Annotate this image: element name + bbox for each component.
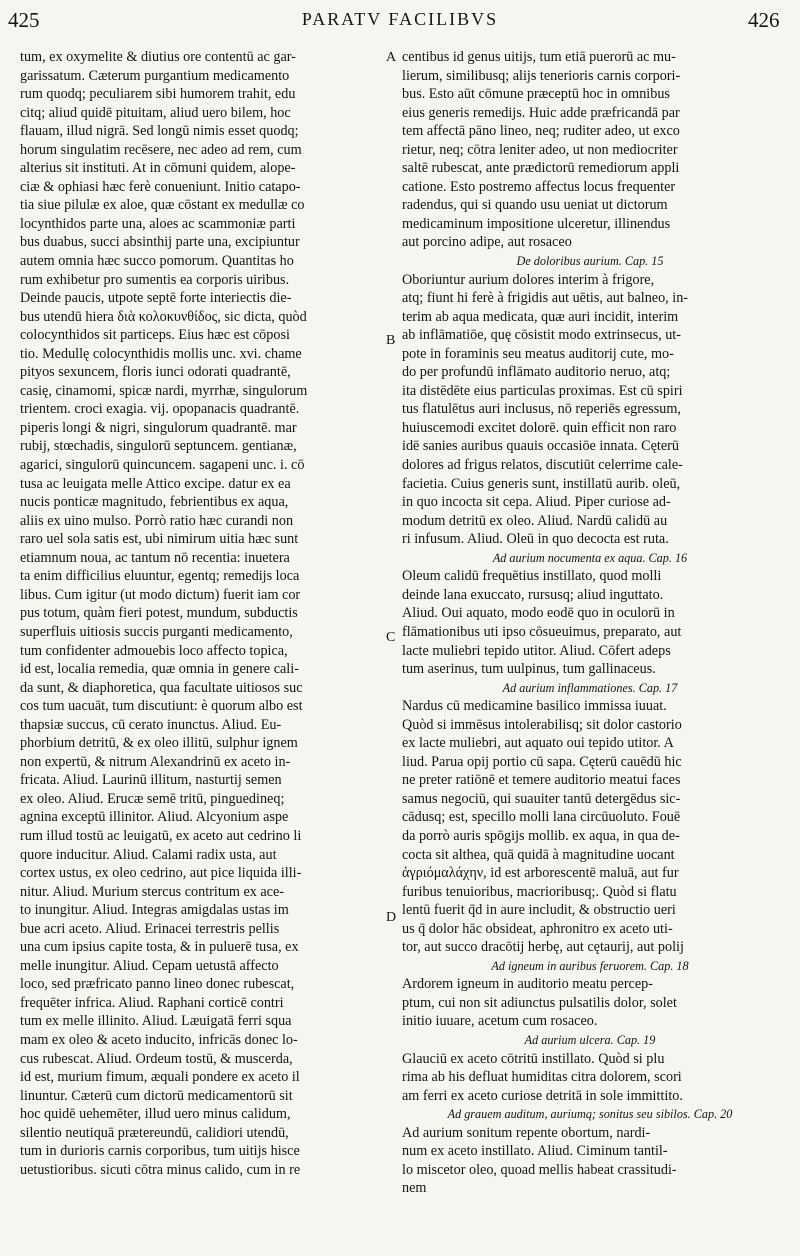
text-line: id est, murium fimum, æquali pondere ex aceto il: [20, 1069, 300, 1086]
text-line: to inungitur. Aliud. Integras amigdalas ustas im: [20, 902, 289, 919]
text-line: lierum, similibusq; alijs tenerioris carnis corpori-: [402, 67, 681, 84]
text-line: ab inflāmatiōe, quę cōsistit modo extrinsecus, ut-: [402, 327, 681, 344]
page-header: [0, 0, 800, 46]
text-line: tum confidenter admouebis loco affecto topica,: [20, 642, 288, 659]
text-line: deinde lana exuccato, rursusq; aliud inguttato.: [402, 586, 664, 603]
text-line: rietur, neq; cōtra leniter adeo, ut non mediocriter: [402, 141, 678, 158]
text-line: bus utendū hiera διὰ κολοκυνθίδος, sic dicta, quòd: [20, 308, 307, 325]
text-line: ex oleo. Aliud. Erucæ semē tritū, pinguedineq;: [20, 790, 285, 807]
margin-letter-d: D: [386, 910, 397, 925]
text-line: alterius sit instituti. At in cōmuni quidem, alope-: [20, 160, 296, 177]
margin-letter-a: A: [386, 50, 397, 65]
margin-letter-c: C: [386, 630, 396, 645]
text-line: mam ex oleo & aceto inducito, infricās donec lo-: [20, 1031, 298, 1048]
text-line: casię, cinamomi, spicæ nardi, myrrhæ, singulorum: [20, 382, 308, 399]
text-line: am ferri ex aceto curiose detritā in sole immittito.: [402, 1087, 683, 1104]
text-line: rum exhibetur pro sumentis ea corporis uiribus.: [20, 271, 290, 288]
text-line: tor, aut succo dracōtij herbę, aut cętaurij, aut polij: [402, 939, 684, 956]
text-line: tus flatulētus auri inclusus, nō reperiēs egressum,: [402, 401, 681, 418]
text-line: idē sanies auribus quauis occasiōe innata. Cęterū: [402, 438, 679, 455]
page-number-right: 426: [748, 8, 780, 32]
chapter-heading: Ad aurium nocumenta ex aqua. Cap. 16: [492, 550, 688, 565]
text-line: id est, localia remedia, quæ omnia in genere cali-: [20, 661, 299, 678]
text-line: nitur. Aliud. Murium stercus contritum ex ace-: [20, 883, 284, 900]
text-line: flauam, illud nigrā. Sed longū nimis esset quodq;: [20, 123, 299, 140]
text-line: tum in durioris carnis corporibus, tum uitijs hisce: [20, 1143, 300, 1160]
text-line: autem omnia hæc succo pomorum. Quantitas ho: [20, 253, 294, 270]
text-line: cortex ustus, ex oleo cedrino, aut pice liquida illi-: [20, 865, 302, 882]
text-line: hoc quidē uehemēter, illud uero minus calidum,: [20, 1106, 291, 1123]
text-line: huiuscemodi excitet dolorē. quin efficit non raro: [402, 419, 677, 436]
text-line: melle inungitur. Aliud. Cepam uetustā affecto: [20, 957, 279, 974]
right-text-column: [402, 48, 778, 1198]
text-line: ri infusum. Aliud. Oleū in quo decocta est ruta.: [402, 531, 669, 548]
text-line: da porrò auris spōgijs mollib. ex aqua, in qua de-: [402, 827, 680, 844]
text-line: tem affectā pāno lineo, neq; ruditer adeo, ut exco: [402, 123, 680, 140]
text-line: pityos sexuncem, floris iunci odorati quadrantē,: [20, 364, 291, 381]
text-line: Nardus cū medicamine basilico immissa iuuat.: [402, 698, 667, 715]
text-line: tum aserinus, tum uulpinus, tum gallinaceus.: [402, 661, 656, 678]
text-line: cus rubescat. Aliud. Ordeum tostū, & muscerda,: [20, 1050, 293, 1067]
text-line: atq; fiunt hi ferè à frigidis aut uētis, aut balneo, in-: [402, 290, 689, 307]
chapter-heading: De doloribus aurium. Cap. 15: [516, 254, 664, 269]
chapter-heading: Ad aurium ulcera. Cap. 19: [524, 1032, 656, 1047]
text-line: radendus, qui si quando usu ueniat ut dictorum: [402, 197, 668, 214]
text-line: ne preter ratiōnē et temere auditorio meatui faces: [402, 772, 681, 789]
text-line: nem: [402, 1180, 427, 1197]
text-line: Quòd si immēsus intolerabilisq; sit dolor castorio: [402, 716, 682, 733]
text-line: ta enim difficilius eluuntur, egentq; remedijs loca: [20, 568, 300, 585]
running-title: PARATV FACILIBVS: [301, 9, 499, 29]
text-line: rum illud tostū ac leuigatū, ex aceto aut cedrino li: [20, 827, 302, 844]
text-line: Aliud. Oui aquato, modo eodē quo in oculorū in: [402, 605, 675, 622]
text-line: da sunt, & diaphoretica, qua facultate uitiosos suc: [20, 679, 303, 696]
text-line: samus negociū, qui suauiter tantū detergēdus sic-: [402, 790, 681, 807]
text-line: tia siue pilulæ ex aloe, quæ cōstant ex medullæ co: [20, 197, 305, 214]
text-line: citq; aliud quidē pituitam, aliud uero bilem, hoc: [20, 104, 291, 121]
text-line: cādusq; est, specillo molli lana circūuoluto. Fouē: [402, 809, 681, 826]
text-line: Glauciū ex aceto cōtritū instillato. Quòd si plu: [402, 1050, 665, 1067]
text-line: saltē rubescat, ante prædictorū remediorum appli: [402, 160, 680, 177]
text-line: do per profundū inflāmato auditorio neruo, atq;: [402, 364, 671, 381]
text-line: pus totum, quàm fieri potest, mundum, subductis: [20, 605, 298, 622]
text-line: facietia. Cuius generis sunt, instillatū aurib. oleū,: [402, 475, 681, 492]
text-line: in quo incocta sit cepa. Aliud. Piper curiose ad-: [402, 494, 671, 511]
chapter-heading: Ad aurium inflammationes. Cap. 17: [502, 680, 678, 695]
text-line: raro uel sola satis est, ubi nimirum uitia hæc sunt: [20, 531, 299, 548]
text-line: tio. Medullę colocynthidis mollis unc. xvi. chame: [20, 345, 302, 362]
text-line: silentio neutiquā prætereundū, calidiori utendū,: [20, 1124, 289, 1141]
chapter-heading: Ad grauem auditum, auriumq; sonitus seu sibilos. Cap. 20: [447, 1107, 733, 1122]
text-line: cocta sit althea, quā quidā à magnitudine uocant: [402, 846, 675, 863]
text-line: thapsiæ succus, cū cerato inunctus. Aliud. Eu-: [20, 716, 282, 733]
text-line: catione. Esto postremo affectus locus frequenter: [402, 178, 676, 195]
text-line: medicaminum impositione ulceretur, illinendus: [402, 215, 671, 232]
text-line: Oleum calidū frequētius instillato, quod molli: [402, 568, 662, 585]
text-line: ita distēdēte eius particulas proximas. Est cū spiri: [402, 382, 683, 399]
text-line: colocynthidos sit particeps. Eius hæc est cōposi: [20, 327, 290, 344]
text-line: aliis ex uino mulso. Porrò ratio hæc curandi non: [20, 512, 294, 529]
text-line: modum detritū ex oleo. Aliud. Nardū calidū au: [402, 512, 668, 529]
text-line: loco, sed præfricato panno lineo donec rubescat,: [20, 976, 295, 993]
text-line: locynthidos parte una, aloes ac scammoniæ parti: [20, 215, 296, 232]
text-line: lacte muliebri tepido utitor. Aliud. Cōfert adeps: [402, 642, 671, 659]
text-line: ptum, cui non sit adiunctus pulsatilis dolor, solet: [402, 994, 677, 1011]
text-line: centibus id genus uitijs, tum etiā puerorū ac mu-: [402, 49, 676, 65]
text-line: tusa ac leuigata melle Attico excipe. datur ex ea: [20, 475, 291, 492]
text-line: Ardorem igneum in auditorio meatu percep-: [402, 976, 653, 993]
text-line: terim ab aqua medicata, quæ auri incidit, interim: [402, 308, 679, 325]
text-line: una cum ipsius capite tosta, & in puluerē tusa, ex: [20, 939, 299, 956]
text-line: bue acri aceto. Aliud. Erinacei terrestris pellis: [20, 920, 280, 937]
text-line: Ad aurium sonitum repente obortum, nardi-: [402, 1124, 651, 1141]
text-line: dolores ad frigus relatos, discutiūt celerrime cale-: [402, 457, 683, 474]
text-line: non expertū, & nitrum Alexandrinū ex aceto in-: [20, 753, 291, 770]
text-line: agnina exceptū illinitor. Aliud. Alcyonium aspe: [20, 809, 289, 826]
chapter-heading: Ad igneum in auribus feruorem. Cap. 18: [491, 958, 689, 973]
text-line: trientem. croci exagia. vij. opopanacis quadrantē.: [20, 401, 300, 418]
page-number-left: 425: [8, 8, 40, 32]
text-line: aut porcino adipe, aut rosaceo: [402, 234, 572, 251]
text-line: pote in foraminis seu meatus auditorij cute, mo-: [402, 345, 674, 362]
text-line: garissatum. Cæterum purgantium medicamento: [20, 67, 290, 84]
text-line: nucis ponticæ magnitudo, febrientibus ex aqua,: [20, 494, 289, 511]
text-line: horum singulatim recēsere, nec adeo ad rem, cum: [20, 141, 302, 158]
text-line: lo miscetor oleo, quoad mellis habeat crassitudi-: [402, 1161, 677, 1178]
text-line: Deinde paucis, utpote septē forte interiectis die-: [20, 290, 292, 307]
text-line: ἀγριόμαλάχην, id est arborescentē maluā, aut fur: [402, 865, 679, 882]
text-line: uetustioribus. sicuti cōtra minus calido, cum in re: [20, 1161, 301, 1178]
text-line: fricata. Aliud. Laurinū illitum, nasturtij semen: [20, 772, 282, 789]
text-line: quore inducitur. Aliud. Calami radix usta, aut: [20, 846, 277, 863]
text-line: piperis longi & nigri, singulorum quadrantē. mar: [20, 419, 297, 436]
text-line: initio iuuare, acetum cum rosaceo.: [402, 1013, 598, 1030]
margin-letter-b: B: [386, 333, 396, 348]
text-line: tum, ex oxymelite & diutius ore contentū ac gar-: [20, 49, 296, 65]
text-line: eius generis remedijs. Huic adde præfricandā par: [402, 104, 680, 121]
text-line: tum ex melle illinito. Aliud. Læuigatā ferri squa: [20, 1013, 292, 1030]
text-line: Oboriuntur aurium dolores interim à frigore,: [402, 271, 655, 288]
text-line: frequēter infrica. Aliud. Raphani corticē contri: [20, 994, 284, 1011]
text-line: furibus tenuioribus, macrioribusq;. Quòd si flatu: [402, 883, 677, 900]
text-line: phorbium detritū, & ex oleo illitū, sulphur ignem: [20, 735, 298, 752]
text-line: ciæ & ophiasi hæc ferè conueniunt. Initio catapo-: [20, 178, 301, 195]
text-line: rubij, stœchadis, singulorū septuncem. gentianæ,: [20, 438, 297, 455]
text-line: lentū fuerit q̄d in aure includit, & obstructio ueri: [402, 902, 676, 919]
text-line: superfluis uitiosis succis purganti medicamento,: [20, 623, 293, 640]
text-line: ex lacte muliebri, aut aquato oui tepido utitor. A: [402, 735, 674, 752]
text-line: cos tum uacuāt, tum discutiunt: è quorum albo est: [20, 698, 303, 715]
text-line: bus duabus, succi absinthij parte una, excipiuntur: [20, 234, 300, 251]
text-line: libus. Cum igitur (ut modo dictum) fuerit iam cor: [20, 586, 301, 603]
text-line: rum quodq; peculiarem sibi humorem trahit, edu: [20, 86, 296, 103]
text-line: rima ab his defluat humiditas citra dolorem, scori: [402, 1069, 682, 1086]
left-text-column: [20, 48, 388, 1179]
text-line: num ex aceto instillato. Aliud. Ciminum tantil-: [402, 1143, 668, 1160]
text-line: agarici, singulorū quincuncem. sagapeni unc. i. cō: [20, 457, 305, 474]
text-line: linuntur. Cæterū cum dictorū medicamentorū sit: [20, 1087, 293, 1104]
text-line: flāmationibus uti ipso cōsueuimus, preparato, aut: [402, 623, 682, 640]
text-line: etiamnum noua, ac tantum nō recentia: inuetera: [20, 549, 290, 566]
text-line: us q̄ dolor hāc obsideat, aphronitro ex aceto uti-: [402, 920, 673, 937]
text-line: bus. Esto aūt cōmune præceptū hoc in omnibus: [402, 86, 670, 103]
text-line: liud. Parua opij portio cū sapa. Cęterū cauēdū hic: [402, 753, 682, 770]
